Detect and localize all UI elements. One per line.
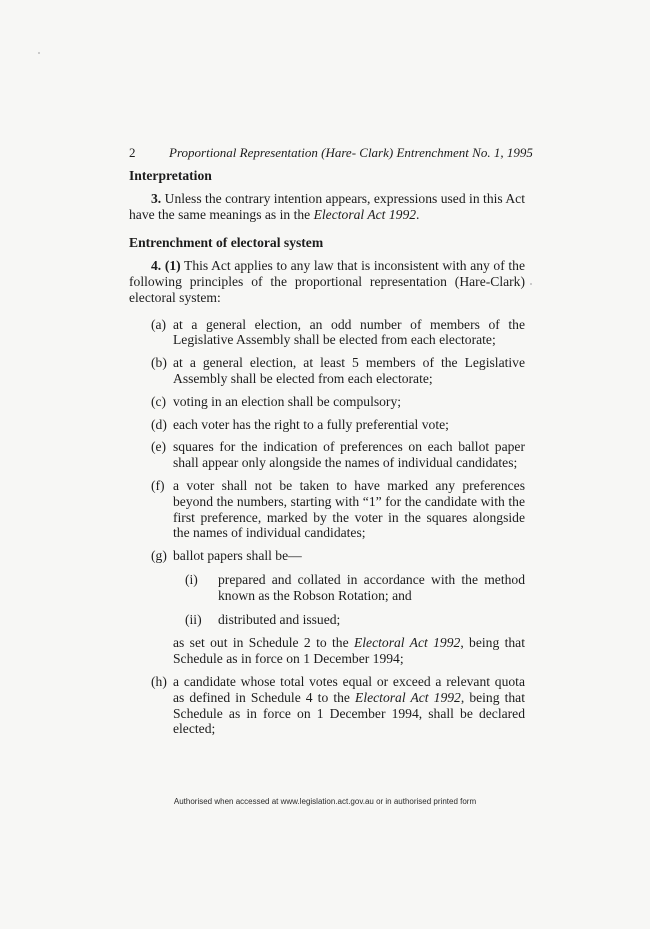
- item-label: (h): [151, 673, 167, 689]
- authorisation-footer: Authorised when accessed at www.legislation.act.gov.au or in authorised printed form: [173, 797, 477, 806]
- item-text: a voter shall not be taken to have marked any preferences beyond the numbers, starting with “1” for the candidate with the first preference, marked by the voter in the squares alongside the names of individual candidates;: [173, 477, 525, 541]
- sub-item-label: (i): [185, 571, 198, 587]
- paragraph-text: , being that Schedule as in force on 1 December 1994;: [173, 635, 525, 667]
- sub-item-label: (ii): [185, 611, 202, 627]
- section-number: 4. (1): [151, 258, 181, 274]
- paragraph-text: a candidate whose total votes equal or exceed a relevant quota as defined in Schedule 4 to the: [173, 673, 525, 705]
- list-item: [129, 674, 525, 737]
- sub-list: [173, 572, 525, 627]
- section-4-paragraph: [129, 258, 525, 305]
- item-text: voting in an election shall be compulsory;: [173, 393, 402, 409]
- list-item: [129, 394, 525, 410]
- item-label: (e): [151, 439, 167, 455]
- act-citation: Electoral Act 1992: [313, 206, 417, 222]
- item-text: at a general election, an odd number of members of the Legislative Assembly shall be elected from each electorate;: [173, 316, 525, 348]
- list-item: [129, 439, 525, 471]
- sub-list-item: [173, 572, 525, 604]
- paragraph-text: , being that Schedule as in force on 1 December 1994, shall be declared elected;: [173, 689, 525, 737]
- scan-speck: [38, 52, 40, 54]
- act-citation: Electoral Act 1992: [355, 689, 461, 705]
- item-label: (b): [151, 355, 167, 371]
- item-g-continuation: [173, 635, 525, 667]
- item-text: [173, 674, 525, 737]
- scan-speck: [530, 283, 532, 285]
- list-item: [129, 478, 525, 541]
- list-item: [129, 355, 525, 387]
- running-title: Proportional Representation (Hare- Clark) Entrenchment No. 1, 1995: [169, 145, 533, 160]
- item-label: (c): [151, 393, 167, 409]
- item-label: (a): [151, 316, 167, 332]
- sub-item-text: prepared and collated in accordance with the method known as the Robson Rotation; and: [218, 571, 525, 603]
- sub-item-text: distributed and issued;: [218, 611, 341, 627]
- item-text: each voter has the right to a fully preferential vote;: [173, 416, 449, 432]
- item-label: (f): [151, 477, 165, 493]
- section-heading-entrenchment: Entrenchment of electoral system: [129, 235, 324, 251]
- list-item: [129, 417, 525, 433]
- item-text: at a general election, at least 5 members of the Legislative Assembly shall be elected from each electorate;: [173, 355, 525, 386]
- item-text: squares for the indication of preferences on each ballot paper shall appear only alongside the names of individual candidates;: [173, 439, 525, 471]
- paragraph-text: This Act applies to any law that is inconsistent with any of the following principles of the proportional representation (Hare-Clark) electoral system:: [129, 258, 525, 305]
- paragraph-text: .: [416, 206, 420, 222]
- section-3-paragraph: [129, 191, 525, 223]
- section-heading-interpretation: Interpretation: [129, 168, 212, 183]
- sub-list-item: [173, 612, 525, 628]
- document-body: [129, 168, 525, 737]
- item-label: (g): [151, 548, 167, 564]
- item-text: ballot papers shall be—: [173, 548, 302, 564]
- page-number: 2: [129, 145, 136, 160]
- paragraph-text: as set out in Schedule 2 to the: [173, 635, 354, 651]
- list-item: [129, 548, 525, 564]
- act-citation: Electoral Act 1992: [353, 635, 461, 651]
- section-number: 3.: [151, 190, 162, 206]
- list-item: [129, 317, 525, 349]
- item-label: (d): [151, 416, 167, 432]
- paragraph-text: Unless the contrary intention appears, expressions used in this Act have the same meanings as in the: [129, 190, 525, 222]
